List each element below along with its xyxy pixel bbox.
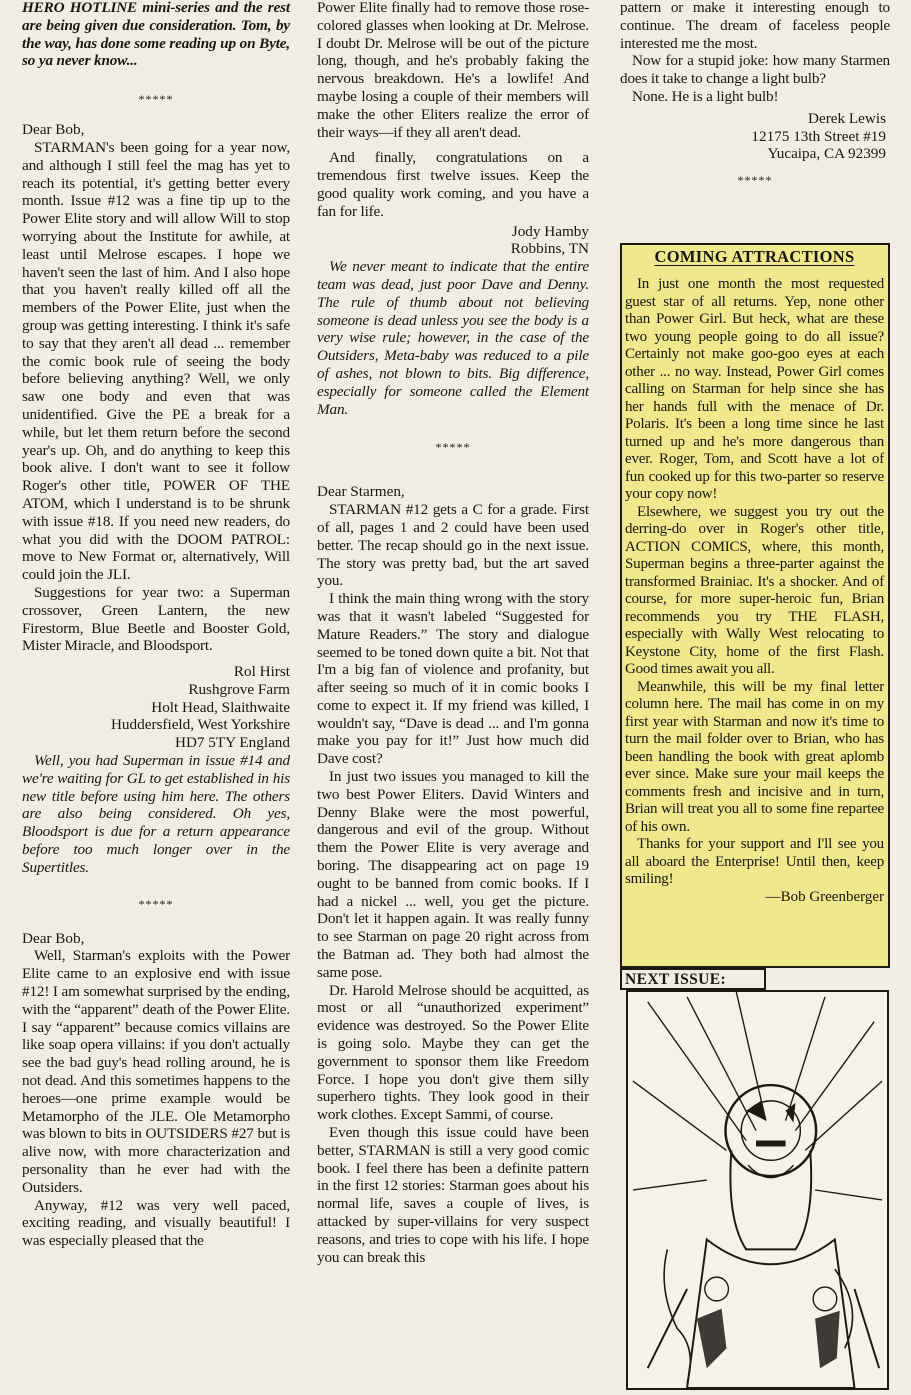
letter-paragraph: Now for a stupid joke: how many Starmen does it take to change a light bulb? [620,52,890,88]
editor-reply-intro: HERO HOTLINE mini-series and the rest are being given due consideration. Tom, by the way, has done some reading up on Byte, so ya never know... [22,0,290,70]
signature-line: Holt Head, Slaithwaite [151,698,290,716]
separator: ***** [138,896,174,911]
signature-line: HD7 5TY England [174,734,290,752]
letter-signature [317,223,589,259]
column-right [620,0,890,188]
letter-paragraph: Well, Starman's exploits with the Power Elite came to an explosive end with issue #12! I am somewhat surprised by the ending, with the “apparent” death of the Power Elite. I say “apparent” because comics villains are like soap opera villains: if you don't actually see the bad guy's head rolling around, he is not dead. And this sometimes happens to the heroes—one prime example would be Metamorpho of the JLE. Ole Metamorpho was blown to bits in OUTSIDERS #27 but is alive now, with more characterization and personality than he ever had with the Outsiders. [22,947,290,1196]
signature-name: Rol Hirst [233,663,290,681]
signature-line: Robbins, TN [510,240,589,258]
coming-paragraph: In just one month the most requested guest star of all returns. Yep, none other than Power Girl. But heck, what are these two young people going to do all issue? Certainly not make goo-goo eyes at each other ... no way. Instead, Power Girl comes calling on Starman for help since she has her hands full with the menace of Dr. Polaris. It's been a long time since he last turned up and he's more dangerous than ever. Roger, Tom, and Scott have a lot of fun cooked up for this two-parter so reserve your copy now! [625,276,884,502]
signature-line: Yucaipa, CA 92399 [767,145,886,163]
signature-line: Rushgrove Farm [188,680,290,698]
signature-name: Derek Lewis [807,109,886,127]
editor-reply: We never meant to indicate that the entire team was dead, just poor Dave and Denny. The rule of thumb about not believing someone is dead unless you see the body is a very wise rule; however, in the case of the Outsiders, Meta-baby was reduced to a pile of ashes, not blown to bits. Big difference, especially for someone called the Element Man. [317,258,589,418]
coming-paragraph: Meanwhile, this will be my final letter column here. The mail has come in on my first year with Starman and now it's time to turn the mail folder over to Brian, who has been handling the book with great aplomb ever since. Make sure your mail keeps the comments fresh and incisive and in turn, Brian will treat you all to some fine repartee of his own. [625,678,884,835]
letter-paragraph: Dr. Harold Melrose should be acquitted, as most or all “unauthorized experiment” evidence was destroyed. So the Power Elite is going solo. Maybe they can get the government to sponsor them like Freedom Force. I hope you don't give them silly superhero tights. They look good in their work clothes. Except Sammi, of course. [317,981,589,1124]
letter-paragraph: And finally, congratulations on a tremendous first twelve issues. Keep the good quality work coming, and you have a fan for life. [317,149,589,220]
letter-paragraph: None. He is a light bulb! [632,87,779,105]
editor-signature: —Bob Greenberger [765,888,884,905]
signature-line: 12175 13th Street #19 [751,127,886,145]
letter-paragraph: STARMAN #12 gets a C for a grade. First of all, pages 1 and 2 could have been used better. The recap should go in the next issue. The story was pretty bad, but the art saved you. [317,501,589,590]
letter-signature [22,663,290,752]
letter-signature [620,110,890,163]
letter-paragraph: Anyway, #12 was very well paced, exciting reading, and visually beautiful! I was especially pleased that the [22,1196,290,1250]
letter-paragraph: STARMAN's been going for a year now, and although I still feel the mag has yet to reach its potential, it's getting better every month. Issue #12 was a fine tip up to the Power Elite story and will allow Will to stop worrying about the Institute for awhile, at least until Melrose escapes. I hope we haven't seen the last of him. And I also hope that you haven't really killed off all the members of the Power Elite, just when the group was getting interesting. I think it's safe to say that they aren't all dead ... remember the comic book rule of seeing the body before believing anything? Well, we only saw one body and even that was unidentified. Give the PE a break for a while, but let them return before the second year's up. Oh, and do anything to keep this book alive. I don't want to see it follow Roger's other title, POWER OF THE ATOM, which I understand is to be shrunk with issue #18. If you need new readers, do what you did with the DOOM PATROL: move to New Format or, alternatively, Will could join the JLI. [22,138,290,584]
column-middle [317,0,589,1266]
signature-line: Huddersfield, West Yorkshire [110,716,290,734]
letter-salutation: Dear Bob, [22,121,85,139]
coming-attractions-title: COMING ATTRACTIONS [654,247,855,266]
signature-name: Jody Hamby [511,222,589,240]
separator: ***** [435,440,471,455]
coming-attractions-box [620,243,890,968]
next-issue-label: NEXT ISSUE: [620,968,766,990]
letter-paragraph: Suggestions for year two: a Superman crossover, Green Lantern, the new Firestorm, Blue Beetle and Booster Gold, Mister Miracle, and Bloodsport. [22,583,290,655]
coming-paragraph: Thanks for your support and I'll see you all aboard the Enterprise! Until then, keep smiling! [625,836,884,887]
column-left [22,0,290,1250]
letter-salutation: Dear Starmen, [317,483,405,501]
separator: ***** [138,92,174,107]
editor-reply: Well, you had Superman in issue #14 and we're waiting for GL to get established in his new title before using him here. The others are also being considered. Oh yes, Bloodsport is due for a return appearance before too much longer over in the Supertitles. [22,752,290,876]
next-issue-artwork [626,990,889,1390]
separator: ***** [737,173,773,188]
letter-paragraph: I think the main thing wrong with the story was that it wasn't labeled “Suggested for Mature Readers.” The story and dialogue seemed to be toned down quite a bit. Not that I'm a big fan of violence and profanity, but after seeing so much of it in comic books I come to expect it. If my friend was killed, I wouldn't say, “Dave is dead ... and I'm gonna make you pay for it!” Just how much did Dave cost? [317,590,589,768]
letter-paragraph: Power Elite finally had to remove those rose-colored glasses when looking at Dr. Melrose. I doubt Dr. Melrose will be out of the picture long, though, and he's probably faking the nervous breakdown. He's a lowlife! And maybe losing a couple of their members will make the other Eliters realize the error of their ways—if they all aren't dead. [317,0,589,141]
letter-salutation: Dear Bob, [22,929,85,947]
coming-paragraph: Elsewhere, we suggest you try out the derring-do over in Roger's other title, ACTION COMICS, where, this month, Superman begins a three-parter against the transformed Brainiac. It's a shocker. And of course, for more super-heroic fun, Brian recommends you try THE FLASH, especially with Wally West relocating to Keystone City, home of the first Flash. Good times await you all. [625,503,884,677]
letter-paragraph: pattern or make it interesting enough to continue. The dream of faceless people interested me the most. [620,0,890,52]
letter-paragraph: In just two issues you managed to kill the two best Power Eliters. David Winters and Denny Blake were the most powerful, dangerous and evil of the group. Without them the Power Elite is very average and boring. The disappearing act on page 19 ought to be banned from comic books. If I had a nickel ... well, you get the picture. Don't let it happen again. It was really funny to see Starman on page 20 right across from the Batman ad. They both had almost the same pose. [317,768,589,981]
next-issue-illustration [628,992,887,1388]
letter-paragraph: Even though this issue could have been better, STARMAN is still a very good comic book. I feel there has been a definite pattern in the first 12 stories: Starman goes about his normal life, saves a couple of lives, is attacked by super-villains for very suspect reasons, and tries to cope with his life. I hope you can break this [317,1124,589,1266]
